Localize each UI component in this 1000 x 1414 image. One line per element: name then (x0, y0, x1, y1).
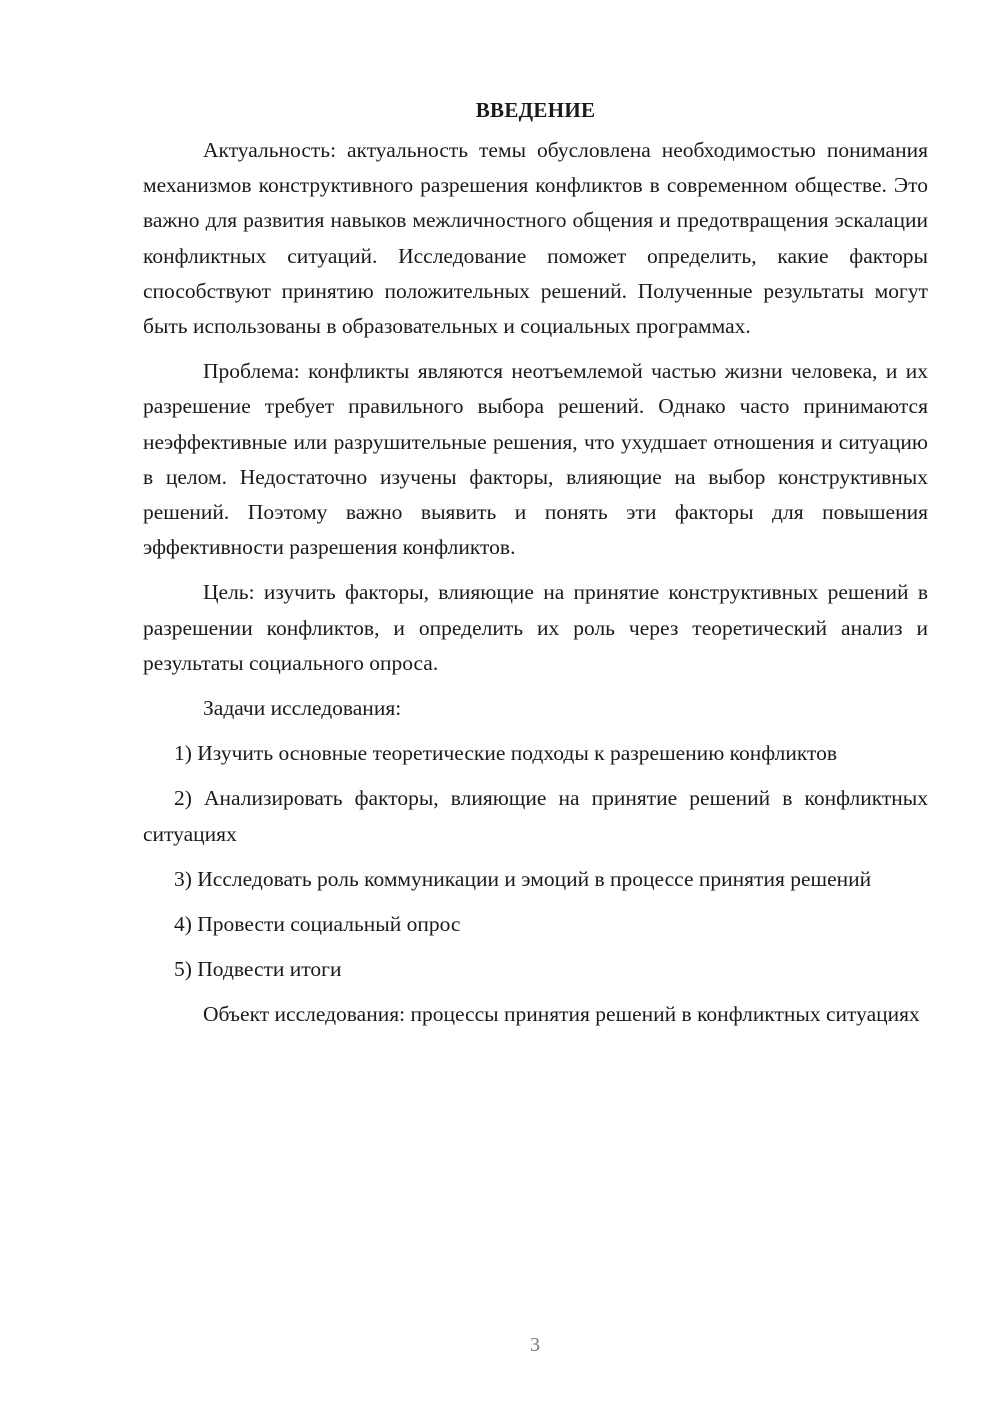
page-body (143, 93, 928, 1033)
task-item-4: 4) Провести социальный опрос (174, 912, 461, 937)
task-item-3: 3) Исследовать роль коммуникации и эмоций в процессе принятия решений (174, 866, 872, 891)
task-item-2: 2) Анализировать факторы, влияющие на принятие решений в конфликтных ситуациях (143, 786, 928, 846)
tasks-heading: Задачи исследования: (203, 696, 402, 721)
page-number: 3 (530, 1334, 540, 1356)
section-title: ВВЕДЕНИЕ (475, 98, 596, 122)
task-item-5: 5) Подвести итоги (174, 957, 342, 982)
object-paragraph: Объект исследования: процессы принятия решений в конфликтных ситуациях (203, 1002, 920, 1027)
task-item-1: 1) Изучить основные теоретические подходы к разрешению конфликтов (174, 741, 838, 766)
problem-paragraph: Проблема: конфликты являются неотъемлемой частью жизни человека, и их разрешение требует правильного выбора решений. Однако часто принимаются неэффективные или разрушительные решения, что ухудшает отношения и ситуацию в целом. Недостаточно изучены факторы, влияющие на выбор конструктивных решений. Поэтому важно выявить и понять эти факторы для повышения эффективности разрешения конфликтов. (143, 359, 928, 560)
relevance-paragraph: Актуальность: актуальность темы обусловлена необходимостью понимания механизмов конструктивного разрешения конфликтов в современном обществе. Это важно для развития навыков межличностного общения и предотвращения эскалации конфликтных ситуаций. Исследование поможет определить, какие факторы способствуют принятию положительных решений. Полученные результаты могут быть использованы в образовательных и социальных программах. (143, 138, 928, 339)
goal-paragraph: Цель: изучить факторы, влияющие на принятие конструктивных решений в разрешении конфликтов, и определить их роль через теоретический анализ и результаты социального опроса. (143, 580, 928, 675)
